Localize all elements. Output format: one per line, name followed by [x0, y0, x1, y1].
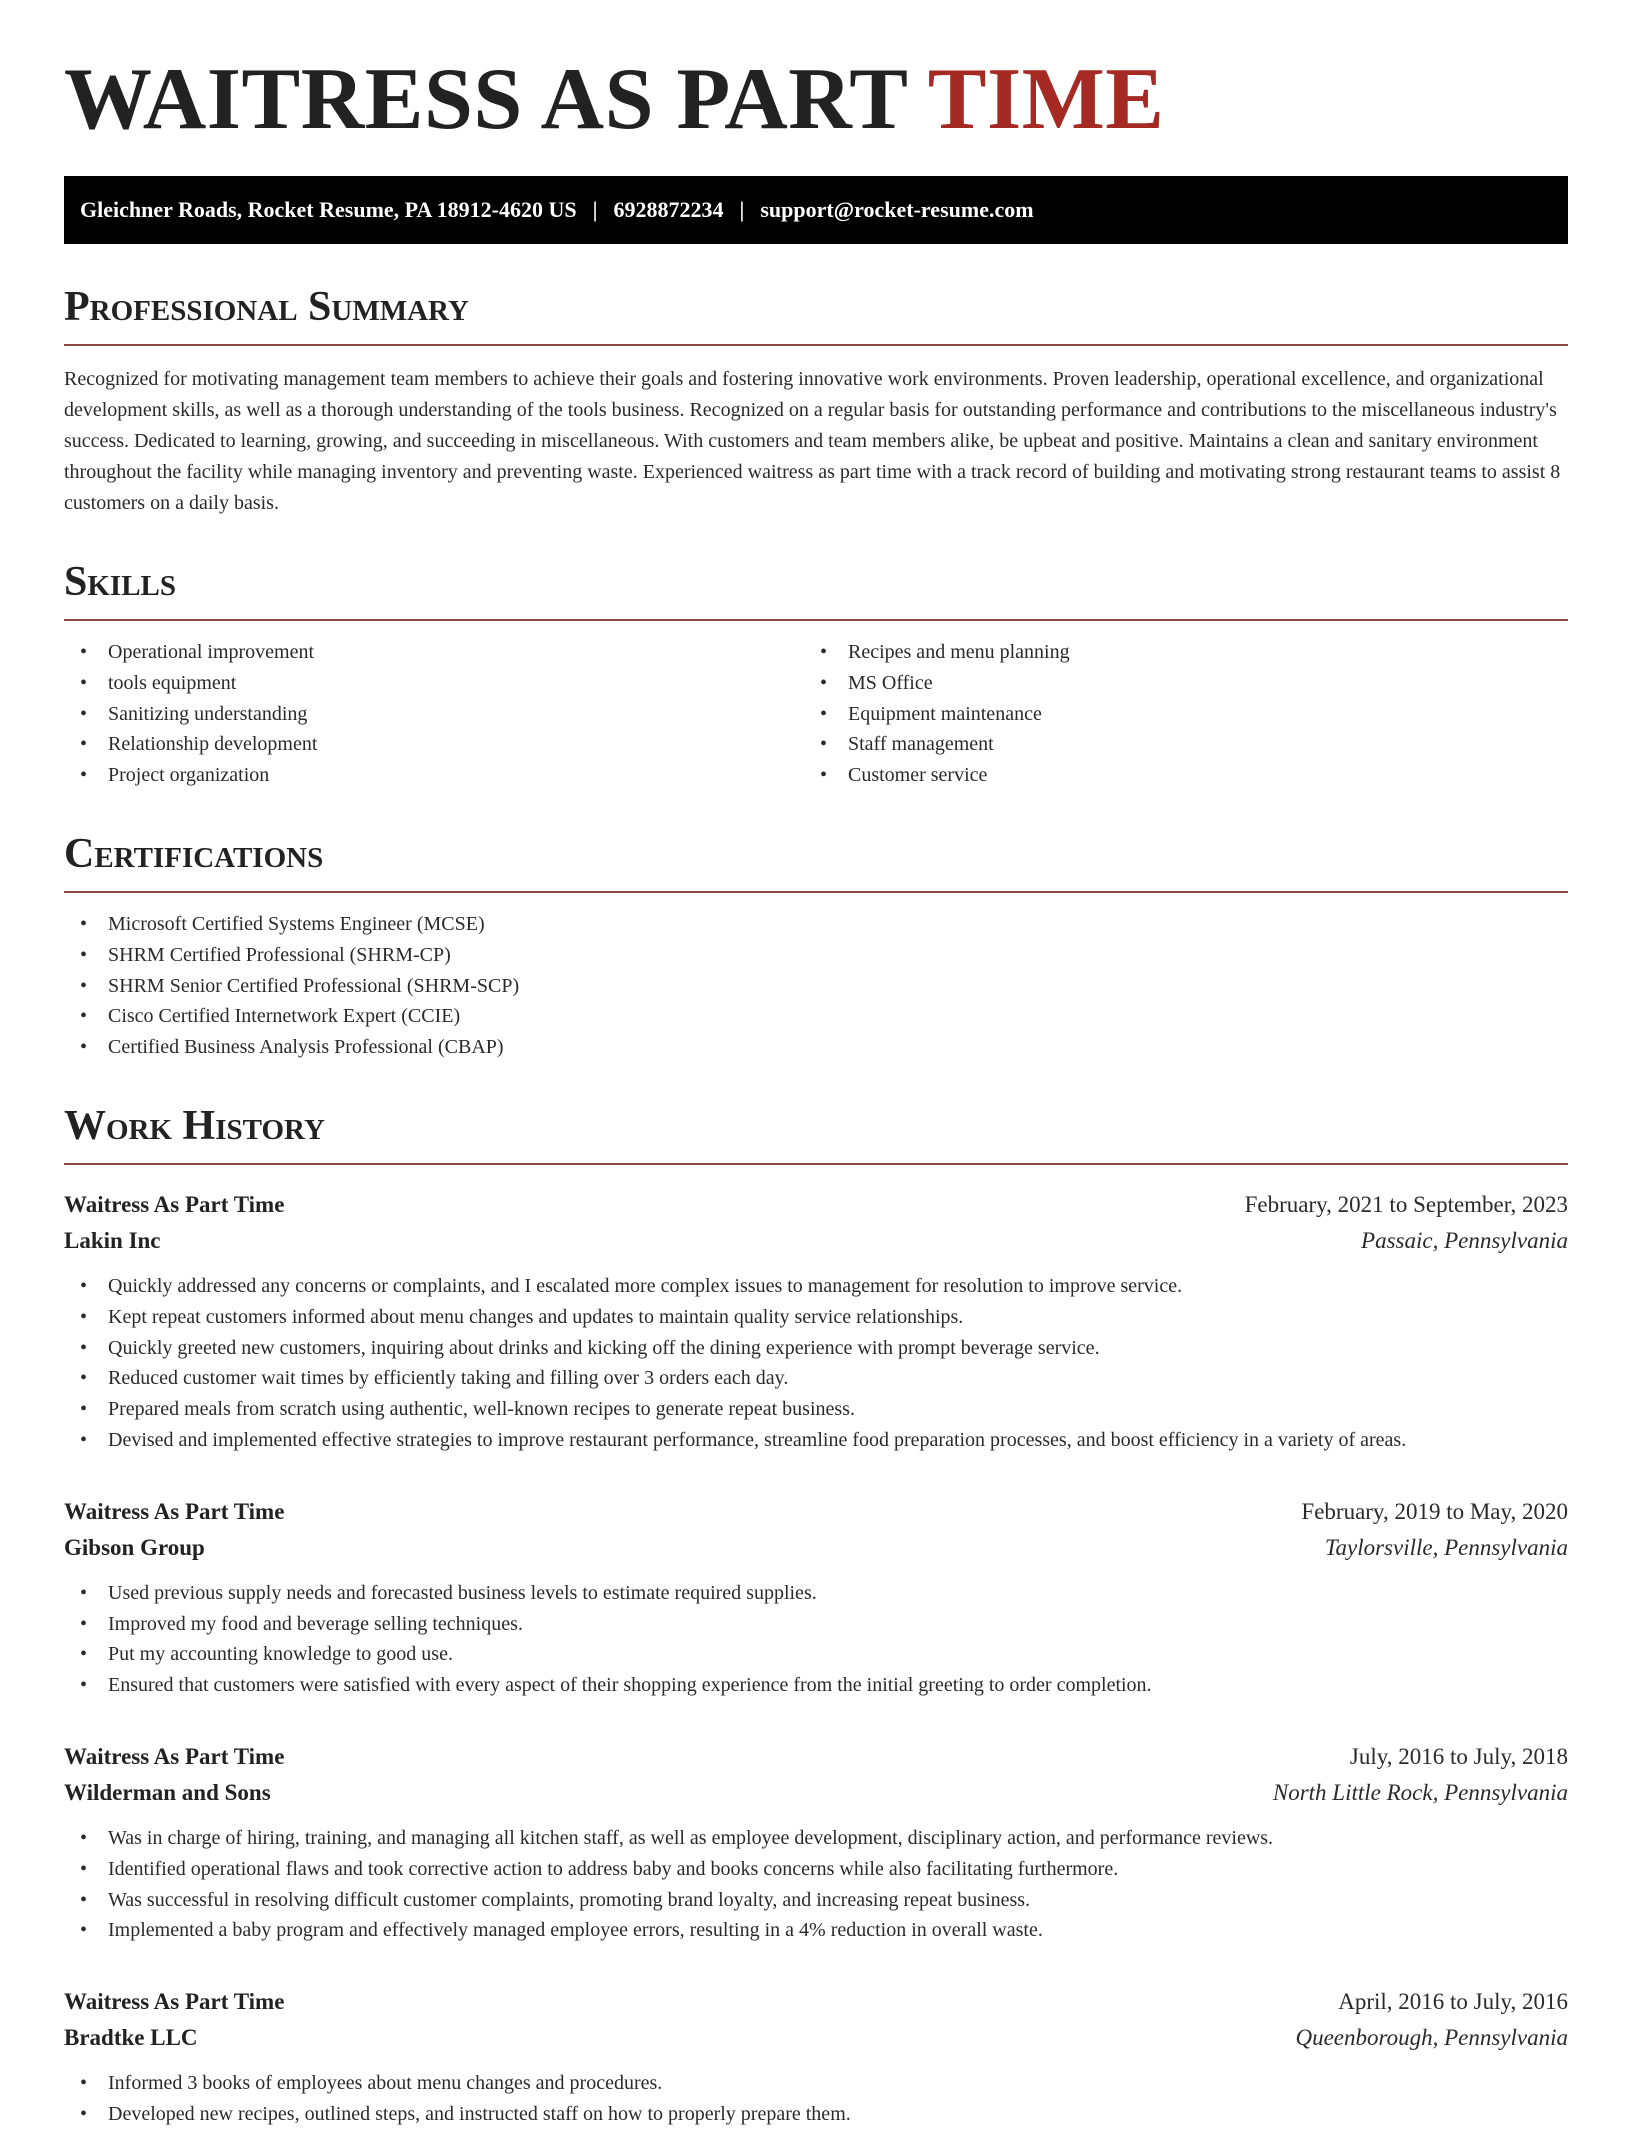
job-bullet: • Was in charge of hiring, training, and managing all kitchen staff, as well as employee development, disciplinary action, and performance reviews.: [64, 1823, 1568, 1854]
job-bullet: • Quickly addressed any concerns or complaints, and I escalated more complex issues to management for resolution to improve service.: [64, 1271, 1568, 1302]
job-bullet: • Used previous supply needs and forecasted business levels to estimate required supplies.: [64, 1578, 1568, 1609]
skill-item: • MS Office: [804, 668, 1544, 699]
job-company: Wilderman and Sons: [64, 1779, 271, 1805]
skills-list-left: [64, 637, 804, 791]
job-bullet: • Developed new recipes, outlined steps, and instructed staff on how to properly prepare them.: [64, 2099, 1568, 2130]
job-company: Bradtke LLC: [64, 2025, 198, 2051]
job-entry: [64, 1187, 1568, 1456]
name-accent: TIME: [927, 51, 1165, 148]
contact-separator: |: [592, 197, 598, 222]
job-bullet: • Informed 3 books of employees about menu changes and procedures.: [64, 2068, 1568, 2099]
skill-item: • Recipes and menu planning: [804, 637, 1544, 668]
skill-item: • Staff management: [804, 729, 1544, 760]
job-bullet: • Identified operational flaws and took corrective action to address baby and books concerns while also facilitating furthermore.: [64, 1854, 1568, 1885]
certification-item: • Microsoft Certified Systems Engineer (MCSE): [64, 909, 1568, 940]
skill-item: • Equipment maintenance: [804, 699, 1544, 730]
contact-separator: |: [739, 197, 745, 222]
skills-section: [64, 561, 1568, 791]
skill-item: • Relationship development: [64, 729, 804, 760]
resume-page: [64, 51, 1568, 2130]
job-dates: February, 2019 to May, 2020: [1301, 1498, 1568, 1524]
skill-item: • Customer service: [804, 760, 1544, 791]
job-bullets: [64, 1271, 1568, 1456]
job-entry: [64, 1494, 1568, 1701]
contact-address: Gleichner Roads, Rocket Resume, PA 18912-4620 US: [80, 197, 577, 222]
job-bullet: • Implemented a baby program and effectively managed employee errors, resulting in a 4% reduction in overall waste.: [64, 1915, 1568, 1946]
skills-grid: [64, 621, 1568, 791]
job-location: North Little Rock, Pennsylvania: [1272, 1779, 1568, 1805]
job-location: Taylorsville, Pennsylvania: [1324, 1534, 1568, 1560]
job-dates: February, 2021 to September, 2023: [1244, 1191, 1568, 1217]
certifications-section: [64, 830, 1568, 1063]
certification-item: • SHRM Senior Certified Professional (SHRM-SCP): [64, 971, 1568, 1002]
summary-heading: Professional Summary: [64, 286, 1568, 346]
job-company: Gibson Group: [64, 1534, 205, 1560]
job-bullet: • Prepared meals from scratch using authentic, well-known recipes to generate repeat business.: [64, 1394, 1568, 1425]
job-entry: [64, 1984, 1568, 2130]
summary-section: [64, 286, 1568, 519]
summary-text: Recognized for motivating management team members to achieve their goals and fostering innovative work environments. Proven leadership, operational excellence, and organizational development skills, as well as a thorough understanding of the tools business. Recognized on a regular basis for outstanding performance and contributions to the miscellaneous industry's success. Dedicated to learning, growing, and succeeding in miscellaneous. With customers and team members alike, be upbeat and positive. Maintains a clean and sanitary environment throughout the facility while managing inventory and preventing waste. Experienced waitress as part time with a track record of building and motivating strong restaurant teams to assist 8 customers on a daily basis.: [64, 368, 1561, 514]
job-location: Passaic, Pennsylvania: [1361, 1227, 1568, 1253]
resume-name: [64, 51, 1568, 156]
job-title: Waitress As Part Time: [64, 1191, 285, 1217]
skills-heading: Skills: [64, 561, 1568, 621]
certifications-heading: Certifications: [64, 833, 1568, 893]
job-title: Waitress As Part Time: [64, 1743, 285, 1769]
skill-item: • Operational improvement: [64, 637, 804, 668]
contact-email: support@rocket-resume.com: [760, 197, 1034, 222]
certifications-list: [64, 909, 1568, 1063]
job-bullet: • Put my accounting knowledge to good use.: [64, 1639, 1568, 1670]
job-dates: July, 2016 to July, 2018: [1349, 1743, 1568, 1769]
contact-phone: 6928872234: [613, 197, 724, 222]
job-bullets: [64, 1823, 1568, 1946]
skill-item: • Sanitizing understanding: [64, 699, 804, 730]
job-bullets: [64, 1578, 1568, 1701]
certification-item: • Certified Business Analysis Professional (CBAP): [64, 1032, 1568, 1063]
skill-item: • tools equipment: [64, 668, 804, 699]
contact-bar: [64, 176, 1568, 244]
certification-item: • Cisco Certified Internetwork Expert (CCIE): [64, 1001, 1568, 1032]
job-company: Lakin Inc: [64, 1227, 161, 1253]
job-bullets: [64, 2068, 1568, 2130]
job-bullet: • Improved my food and beverage selling techniques.: [64, 1609, 1568, 1640]
work-history-heading: Work History: [64, 1105, 1568, 1165]
job-bullet: • Quickly greeted new customers, inquiring about drinks and kicking off the dining experience with prompt beverage service.: [64, 1333, 1568, 1364]
job-bullet: • Devised and implemented effective strategies to improve restaurant performance, streamline food preparation processes, and boost efficiency in a variety of areas.: [64, 1425, 1568, 1456]
job-entry: [64, 1739, 1568, 1946]
work-history-section: [64, 1102, 1568, 2130]
job-title: Waitress As Part Time: [64, 1498, 285, 1524]
job-title: Waitress As Part Time: [64, 1989, 285, 2015]
job-bullet: • Kept repeat customers informed about menu changes and updates to maintain quality service relationships.: [64, 1302, 1568, 1333]
job-bullet: • Ensured that customers were satisfied with every aspect of their shopping experience from the initial greeting to order completion.: [64, 1670, 1568, 1701]
job-bullet: • Was successful in resolving difficult customer complaints, promoting brand loyalty, and increasing repeat business.: [64, 1885, 1568, 1916]
skill-item: • Project organization: [64, 760, 804, 791]
job-bullet: • Reduced customer wait times by efficiently taking and filling over 3 orders each day.: [64, 1363, 1568, 1394]
job-dates: April, 2016 to July, 2016: [1338, 1989, 1568, 2015]
job-location: Queenborough, Pennsylvania: [1295, 2025, 1568, 2051]
certification-item: • SHRM Certified Professional (SHRM-CP): [64, 940, 1568, 971]
name-main: WAITRESS AS PART: [64, 51, 907, 148]
skills-list-right: [804, 637, 1544, 791]
